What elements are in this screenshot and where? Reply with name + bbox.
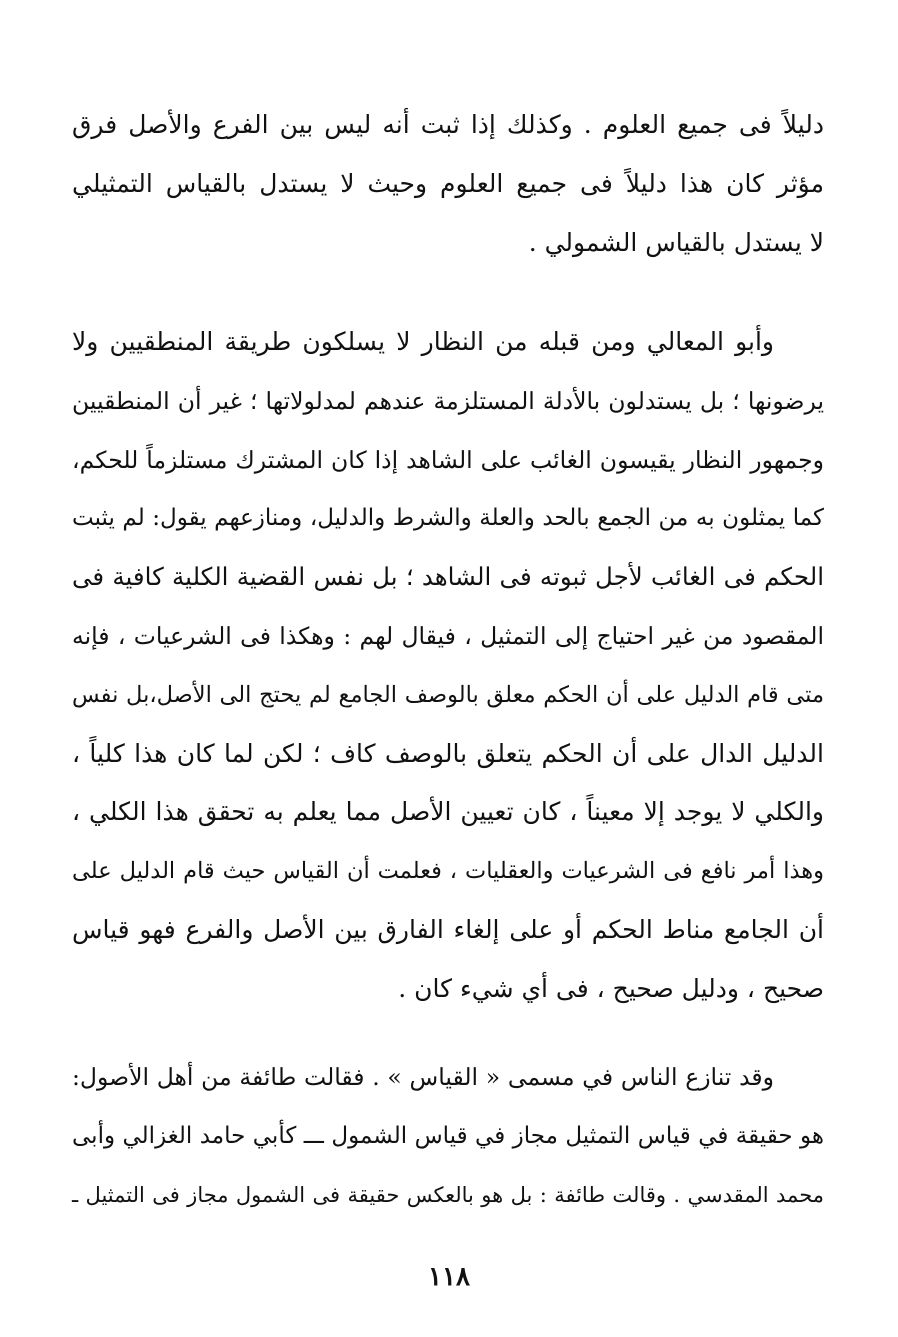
text-line: صحيح ، ودليل صحيح ، فى أي شيء كان . bbox=[398, 973, 824, 1003]
paragraph-3 bbox=[72, 1048, 824, 1224]
paragraph-1 bbox=[72, 96, 824, 272]
text-line: كما يمثلون به من الجمع بالحد والعلة والشرط والدليل، ومنازعهم يقول: لم يثبت bbox=[72, 505, 824, 532]
text-line: وقد تنازع الناس في مسمى « القياس » . فقالت طائفة من أهل الأصول: bbox=[72, 1063, 774, 1091]
text-line: دليلاً فى جميع العلوم . وكذلك إذا ثبت أنه ليس بين الفرع والأصل فرق bbox=[72, 110, 824, 139]
text-line: والكلي لا يوجد إلا معيناً ، كان تعيين الأصل مما يعلم به تحقق هذا الكلي ، bbox=[72, 797, 824, 827]
text-line: الدليل الدال على أن الحكم يتعلق بالوصف كاف ؛ لكن لما كان هذا كلياً ، bbox=[72, 738, 824, 768]
paragraph-2 bbox=[72, 313, 824, 1019]
text-line: يرضونها ؛ بل يستدلون بالأدلة المستلزمة عندهم لمدلولاتها ؛ غير أن المنطقيين bbox=[72, 386, 824, 415]
text-line: وأبو المعالي ومن قبله من النظار لا يسلكون طريقة المنطقيين ولا bbox=[72, 327, 774, 356]
text-line: أن الجامع مناط الحكم أو على إلغاء الفارق بين الأصل والفرع فهو قياس bbox=[72, 914, 824, 944]
text-line: لا يستدل بالقياس الشمولي . bbox=[528, 227, 824, 257]
text-line: هو حقيقة في قياس التمثيل مجاز في قياس الشمول ـــ كأبي حامد الغزالي وأبى bbox=[72, 1122, 824, 1149]
text-line: وجمهور النظار يقيسون الغائب على الشاهد إذا كان المشترك مستلزماً للحكم، bbox=[72, 445, 824, 474]
text-line: الحكم فى الغائب لأجل ثبوته فى الشاهد ؛ بل نفس القضية الكلية كافية فى bbox=[72, 562, 824, 592]
text-line: مؤثر كان هذا دليلاً فى جميع العلوم وحيث لا يستدل بالقياس التمثيلي bbox=[72, 168, 824, 198]
page-number: ١١٨ bbox=[428, 1262, 470, 1292]
text-line: المقصود من غير احتياج إلى التمثيل ، فيقال لهم : وهكذا فى الشرعيات ، فإنه bbox=[72, 621, 824, 650]
text-line: وهذا أمر نافع فى الشرعيات والعقليات ، فعلمت أن القياس حيث قام الدليل على bbox=[72, 858, 824, 885]
text-line: محمد المقدسي . وقالت طائفة : بل هو بالعكس حقيقة فى الشمول مجاز فى التمثيل ـ bbox=[72, 1182, 824, 1207]
text-line: متى قام الدليل على أن الحكم معلق بالوصف الجامع لم يحتج الى الأصل،بل نفس bbox=[72, 681, 824, 708]
